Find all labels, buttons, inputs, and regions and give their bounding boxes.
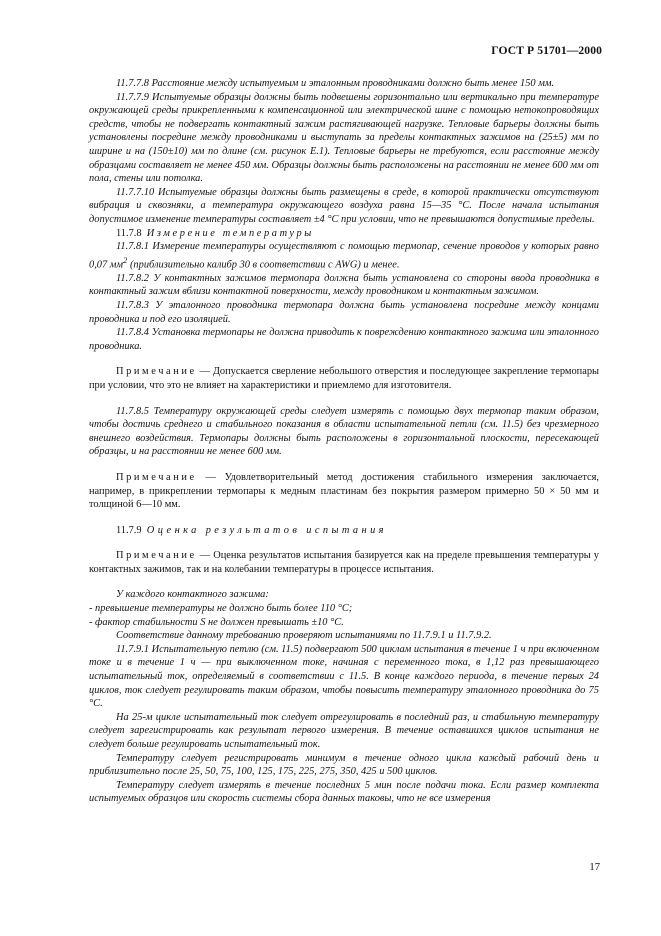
paragraph-11-7-7-10: 11.7.7.10 Испытуемые образцы должны быть размещены в среде, в которой практически отсутствуют вибрация и сквозняки, а температура окружающего воздуха равна 15—35 °С. После начала испытания допустимое изменение температуры составляет ±4 °С при условии, что не превышаются допустимые пределы. xyxy=(89,186,599,225)
superscript: 2 xyxy=(123,254,128,265)
page-number: 17 xyxy=(589,862,600,873)
paragraph-25th-cycle: На 25-м цикле испытательный ток следует отрегулировать в последний раз, и стабильную температуру следует зарегистрировать как результат первого измерения. В течение оставшихся циклов испытания не следует больше регулировать испытательный ток. xyxy=(89,711,599,750)
note-label: Примечание xyxy=(116,366,197,378)
paragraph-11-7-8-1 xyxy=(89,240,599,272)
paragraph-11-7-8-2: 11.7.8.2 У контактных зажимов термопара должна быть установлена со стороны ввода проводника в контактный зажим вблизи контактной поверхности, между проводником и контактным зажимом. xyxy=(89,272,599,298)
paragraph-11-7-8-3: 11.7.8.3 У эталонного проводника термопара должна быть установлена посредине между концами проводника и под его изоляцией. xyxy=(89,299,599,325)
page-body xyxy=(89,77,599,806)
paragraph-text: (приблизительно калибр 30 в соответствии с AWG) и менее. xyxy=(127,259,400,271)
note-3 xyxy=(89,549,599,576)
paragraph-11-7-7-8: 11.7.7.8 Расстояние между испытуемым и эталонным проводниками должно быть менее 150 мм. xyxy=(116,78,555,89)
section-heading-11-7-8 xyxy=(89,227,599,241)
criteria-item-temperature: - превышение температуры не должно быть более 110 °С; xyxy=(89,603,353,615)
note-text: — Оценка результатов испытания базируется как на пределе превышения температуры у контактных зажимов, так и на колебании температуры в процессе испытания. xyxy=(89,550,599,575)
paragraph-11-7-8-4: 11.7.8.4 Установка термопары не должна приводить к повреждению контактного зажима или эталонного проводника. xyxy=(89,327,599,352)
note-text: — Допускается сверление небольшого отверстия и последующее закрепление термопары при условии, что это не влияет на характеристики и приемлемо для изготовителя. xyxy=(89,366,599,391)
paragraph-11-7-9-1: 11.7.9.1 Испытательную петлю (см. 11.5) подвергают 500 циклам испытания в течение 1 ч при включенном токе и в течение 1 ч — при выключенном токе, начиная с переменного тока, в 1,12 раз превышающего испытательный ток, определяемый в соответствии с 11.5. В конце каждого периода, в течение первых 24 циклов, ток следует регулировать таким образом, чтобы повысить температуру эталонного проводника до 75 °С. xyxy=(89,643,599,710)
paragraph-registration: Температуру следует регистрировать минимум в течение одного цикла каждый рабочий день и приблизительно после 25, 50, 75, 100, 125, 175, 225, 275, 350, 425 и 500 циклов. xyxy=(89,752,599,778)
paragraph-measurement: Температуру следует измерять в течение последних 5 мин после подачи тока. Если размер комплекта испытуемых образцов или скорость системы сбора данных таковы, что не все измерения xyxy=(89,779,599,805)
section-heading-11-7-9 xyxy=(89,524,599,538)
section-title: Измерение температуры xyxy=(146,227,314,239)
paragraph-text: 11.7.8.1 Измерение температуры осуществляют с помощью термопар, сечение проводов у которых равно 0,07 мм xyxy=(89,241,599,271)
section-number: 11.7.9 xyxy=(116,524,142,536)
paragraph-compliance: Соответствие данному требованию проверяют испытаниями по 11.7.9.1 и 11.7.9.2. xyxy=(116,630,492,642)
note-2 xyxy=(89,471,599,512)
section-number: 11.7.8 xyxy=(116,227,142,239)
paragraph-criteria-intro: У каждого контактного зажима: xyxy=(116,589,269,601)
paragraph-11-7-8-5: 11.7.8.5 Температуру окружающей среды следует измерять с помощью двух термопар таким образом, чтобы достичь среднего и стабильного показания в области испытательной петли (см. 11.5) без чрезмерного внешнего воздействия. Термопары должны быть расположены в горизонтальной плоскости, пересекающей образцы, и на расстоянии не менее 600 мм. xyxy=(89,405,599,458)
note-text: — Удовлетворительный метод достижения стабильного измерения заключается, например, в прикреплении термопары к медным пластинам без покрытия размером примерно 50 × 50 мм и толщиной 6—10 мм. xyxy=(89,471,599,511)
criteria-item-stability: - фактор стабильности S не должен превышать ±10 °С. xyxy=(89,616,344,628)
note-label: Примечание xyxy=(116,550,197,562)
section-title: Оценка результатов испытания xyxy=(146,524,387,536)
note-1 xyxy=(89,365,599,392)
standard-header: ГОСТ Р 51701—2000 xyxy=(491,44,602,57)
paragraph-11-7-7-9: 11.7.7.9 Испытуемые образцы должны быть подвешены горизонтально или вертикально при температуре окружающей среды прикрепленными к компенсационной или электрической шине с помощью нетокопроводящих средств, чтобы не подвергать контактный зажим растягивающей нагрузке. Тепловые барьеры должны быть установлены посредине между проводниками и выступать за пределы контактных зажимов на (25±5) мм по ширине и на (150±10) мм по длине (см. рисунок Е.1). Тепловые барьеры не требуются, если расстояние между образцами составляет не менее 450 мм. Образцы должны быть расположены на расстоянии не менее 600 мм от пола, стены или потолка. xyxy=(89,91,599,185)
note-label: Примечание xyxy=(116,471,197,483)
